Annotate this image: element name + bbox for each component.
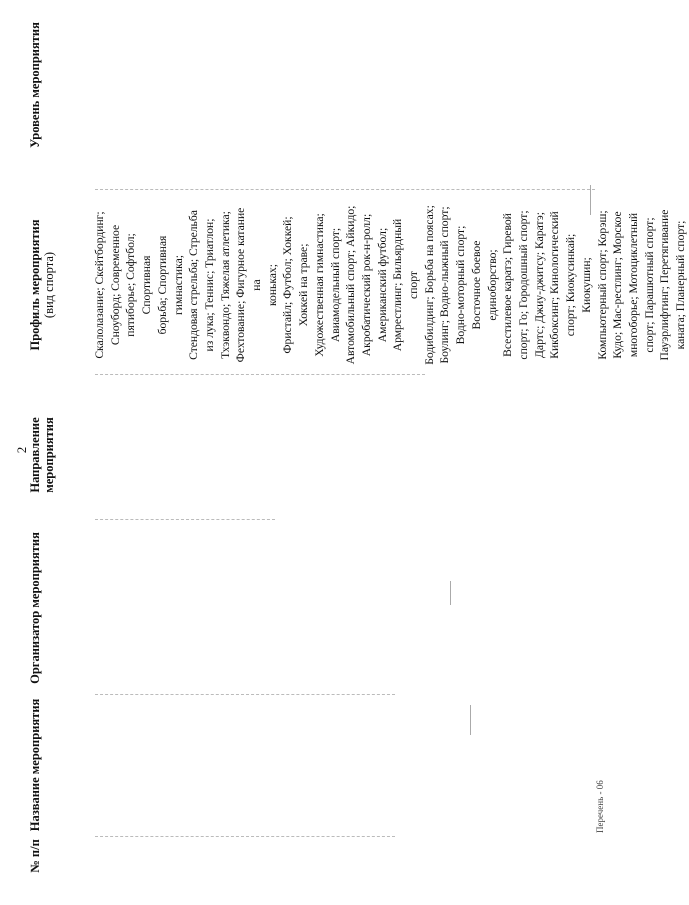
header-number: № п/п	[28, 839, 42, 873]
header-profile-title: Профиль мероприятия	[28, 219, 42, 351]
profile-line: Восточное боевое единоборство;	[469, 240, 499, 330]
profile-line: борьба; Спортивная гимнастика;	[155, 235, 185, 335]
profile-line: Автомобильный спорт; Айкидо;	[344, 205, 358, 365]
profile-line: Акробатический рок-н-ролл;	[359, 213, 373, 357]
profile-line: Американский футбол;	[375, 227, 389, 343]
column-divider	[95, 518, 275, 520]
header-profile-subtitle: (вид спорта)	[42, 251, 56, 319]
profile-line: спорт; Киокусинкай; Киокушин;	[564, 233, 593, 337]
column-divider	[95, 373, 425, 375]
profile-line: Боулинг; Водно-лыжный спорт;	[438, 206, 452, 364]
header-organizer: Организатор мероприятия	[28, 532, 42, 684]
column-divider	[95, 693, 395, 695]
column-divider	[95, 835, 395, 837]
profile-line: Фристайл; Футбол; Хоккей;	[281, 216, 295, 354]
profile-line: Хоккей на траве;	[297, 243, 311, 327]
column-divider	[95, 188, 595, 190]
profile-list	[92, 205, 689, 365]
profile-line: Авиамодельный спорт;	[328, 227, 342, 343]
scan-mark	[450, 581, 451, 605]
header-profile	[28, 200, 92, 370]
profile-line: Кикбоксинг; Кинологический	[548, 211, 562, 359]
profile-line: коньках;	[265, 264, 279, 306]
profile-line: Компьютерный спорт; Корэш;	[595, 210, 609, 360]
profile-line: Водно-моторный спорт;	[454, 225, 468, 345]
profile-line: Кудо; Мас-рестлинг; Морское	[611, 211, 625, 359]
page-number: 2	[14, 446, 29, 454]
scan-mark	[470, 705, 471, 735]
profile-line: каната; Планерный спорт;	[674, 220, 688, 350]
footer-label: Перечень - 06	[595, 780, 605, 833]
profile-line: Сноуборд; Современное	[108, 224, 122, 346]
header-direction: Направление мероприятия	[28, 417, 56, 493]
profile-line: Тхэквондо; Тяжелая атлетика;	[218, 211, 232, 359]
profile-line: Бодибилдинг; Борьба на поясах;	[422, 205, 436, 365]
profile-line: Художественная гимнастика;	[312, 213, 326, 357]
profile-line: Пауэрлифтинг; Перетягивание	[658, 209, 672, 361]
profile-line: из лука; Теннис; Триатлон;	[202, 218, 216, 352]
profile-line: Всестилевое каратэ; Гиревой	[501, 213, 515, 357]
profile-line: Фехтование; Фигурное катание на	[234, 207, 264, 363]
header-level: Уровень мероприятия	[28, 22, 42, 148]
profile-line: Стендовая стрельба; Стрельба	[187, 210, 201, 360]
profile-line: спорт; Го; Городошный спорт;	[516, 210, 530, 360]
profile-line: Скалолазание; Скейтбординг;	[93, 211, 106, 359]
profile-line: многоборье; Мотоциклетный	[626, 212, 640, 358]
profile-line: спорт; Парашютный спорт;	[642, 217, 656, 353]
profile-line: Дартс; Джиу-джитсу; Каратэ;	[532, 212, 546, 358]
profile-line: пятиборье; Софтбол; Спортивная	[124, 233, 154, 337]
header-event-name: Название мероприятия	[28, 698, 42, 832]
profile-line: Армрестлинг; Бильярдный спорт	[391, 218, 421, 352]
